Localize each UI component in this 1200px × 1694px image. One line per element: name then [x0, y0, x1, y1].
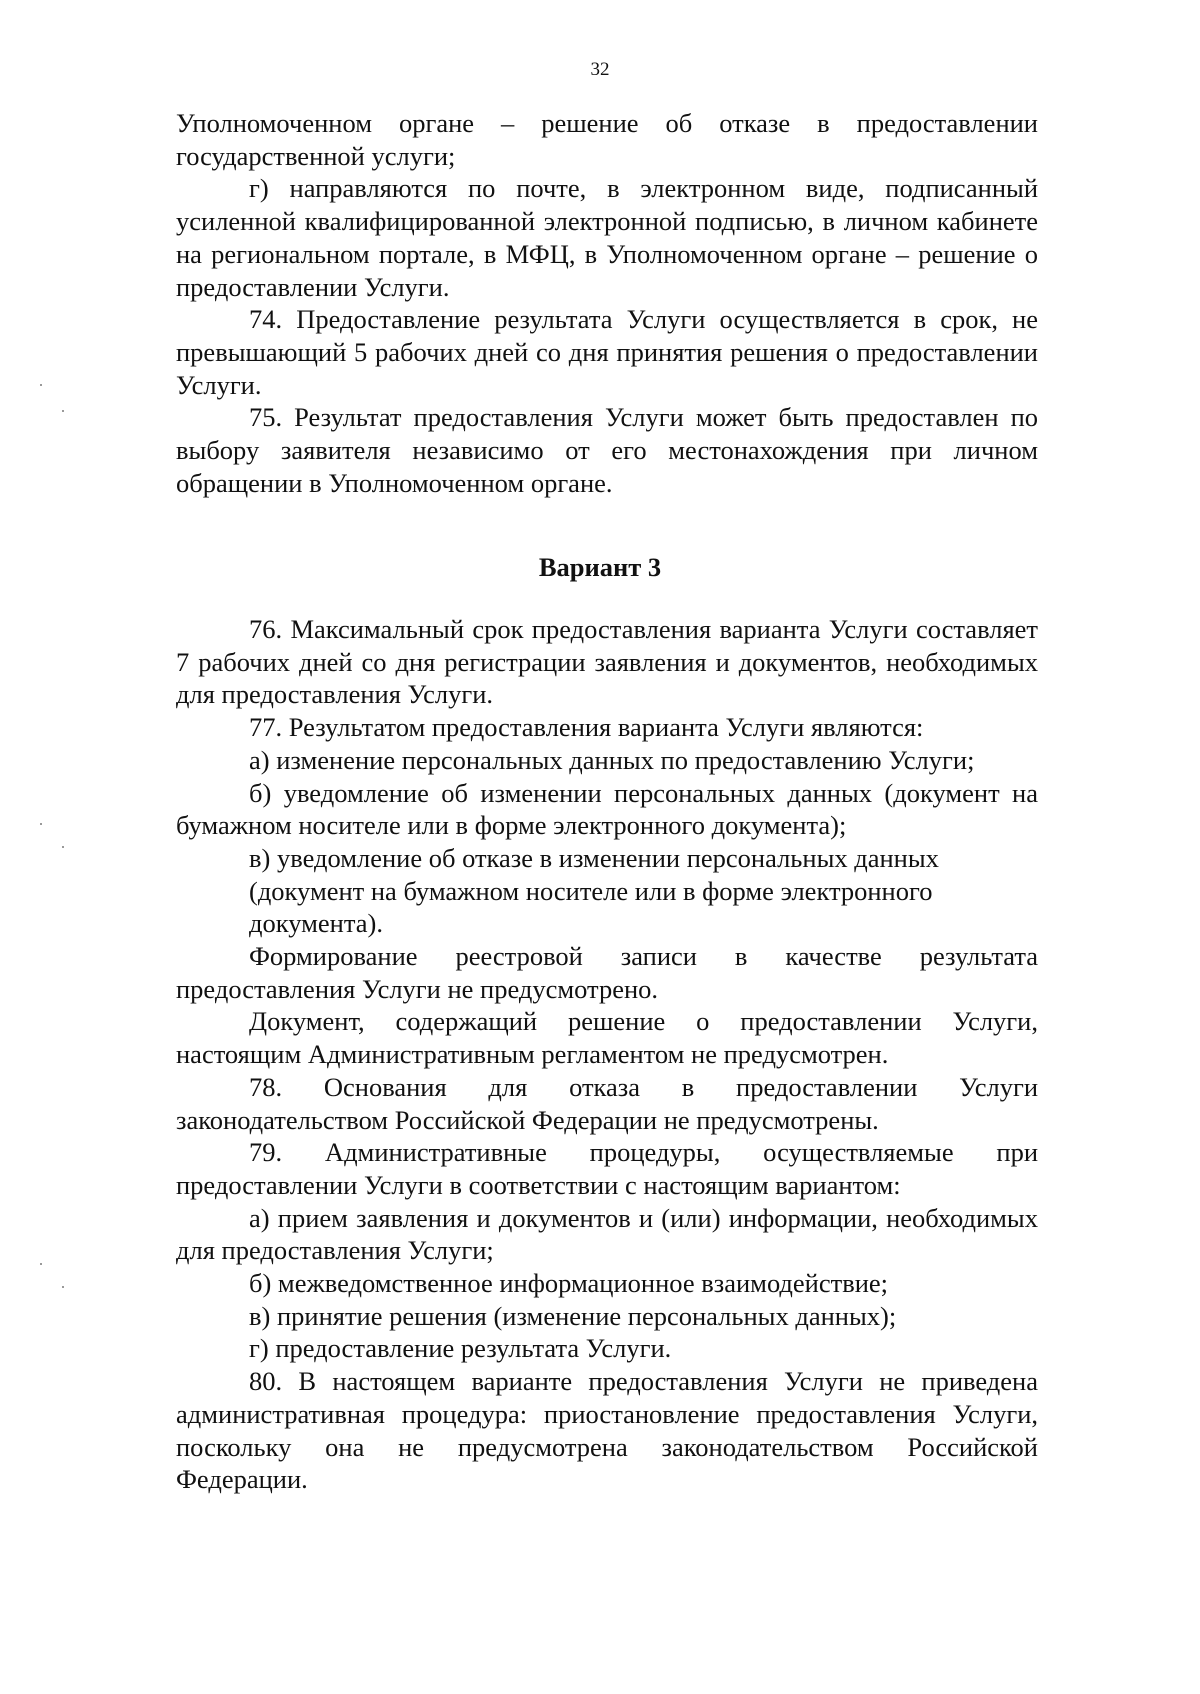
- paragraph-78: 78. Основания для отказа в предоставлении Услуги законодательством Российской Федерации не предусмотрены.: [176, 1071, 1038, 1135]
- scan-margin-mark: [62, 1286, 64, 1288]
- paragraph-75: 75. Результат предоставления Услуги может быть предоставлен по выбору заявителя независимо от его местонахождения при личном обращении в Уполномоченном органе.: [176, 402, 1038, 498]
- page-number: 32: [590, 59, 610, 80]
- paragraph-77-item-v: в) уведомление об отказе в изменении персональных данных (документ на бумажном носителе или в форме электронного документа).: [249, 842, 939, 939]
- scan-margin-mark: [40, 1263, 42, 1265]
- paragraph-79-item-v: в) принятие решения (изменение персональных данных);: [249, 1300, 897, 1331]
- scan-margin-mark: [40, 384, 42, 386]
- paragraph-76: 76. Максимальный срок предоставления варианта Услуги составляет 7 рабочих дней со дня регистрации заявления и документов, необходимых для предоставления Услуги.: [176, 614, 1038, 710]
- paragraph-79-item-g: г) предоставление результата Услуги.: [249, 1333, 672, 1364]
- paragraph-74: 74. Предоставление результата Услуги осуществляется в срок, не превышающий 5 рабочих дней со дня принятия решения о предоставлении Услуги.: [176, 304, 1038, 400]
- document-section-variant-3: [176, 613, 1038, 1496]
- paragraph-77-item-b: б) уведомление об изменении персональных данных (документ на бумажном носителе или в форме электронного документа);: [176, 777, 1038, 841]
- paragraph-decision-document: Документ, содержащий решение о предоставлении Услуги, настоящим Административным регламентом не предусмотрен.: [176, 1006, 1038, 1070]
- paragraph-79-item-b: б) межведомственное информационное взаимодействие;: [249, 1268, 889, 1299]
- paragraph-item-g: г) направляются по почте, в электронном виде, подписанный усиленной квалифицированной электронной подписью, в личном кабинете на региональном портале, в МФЦ, в Уполномоченном органе – решение о предоставлении Услуги.: [176, 173, 1038, 302]
- paragraph-77: 77. Результатом предоставления варианта Услуги являются:: [249, 712, 924, 743]
- paragraph-registry-record: Формирование реестровой записи в качестве результата предоставления Услуги не предусмотрено.: [176, 941, 1038, 1004]
- scan-margin-mark: [40, 823, 42, 825]
- scan-margin-mark: [62, 846, 64, 848]
- section-heading-variant-3: Вариант 3: [538, 552, 662, 582]
- paragraph-79-item-a: а) прием заявления и документов и (или) информации, необходимых для предоставления Услуги;: [176, 1202, 1038, 1266]
- scan-margin-mark: [62, 410, 64, 412]
- paragraph-77-item-a: а) изменение персональных данных по предоставлению Услуги;: [249, 744, 975, 775]
- paragraph-continuation: Уполномоченном органе – решение об отказе в предоставлении государственной услуги;: [176, 108, 1038, 171]
- document-section-top: [176, 107, 1038, 499]
- paragraph-80: 80. В настоящем варианте предоставления Услуги не приведена административная процедура: приостановление предоставления Услуги, поскольку она не предусмотрена законодательством Российской Федерации.: [176, 1366, 1038, 1495]
- paragraph-79: 79. Административные процедуры, осуществляемые при предоставлении Услуги в соответствии с настоящим вариантом:: [176, 1137, 1038, 1200]
